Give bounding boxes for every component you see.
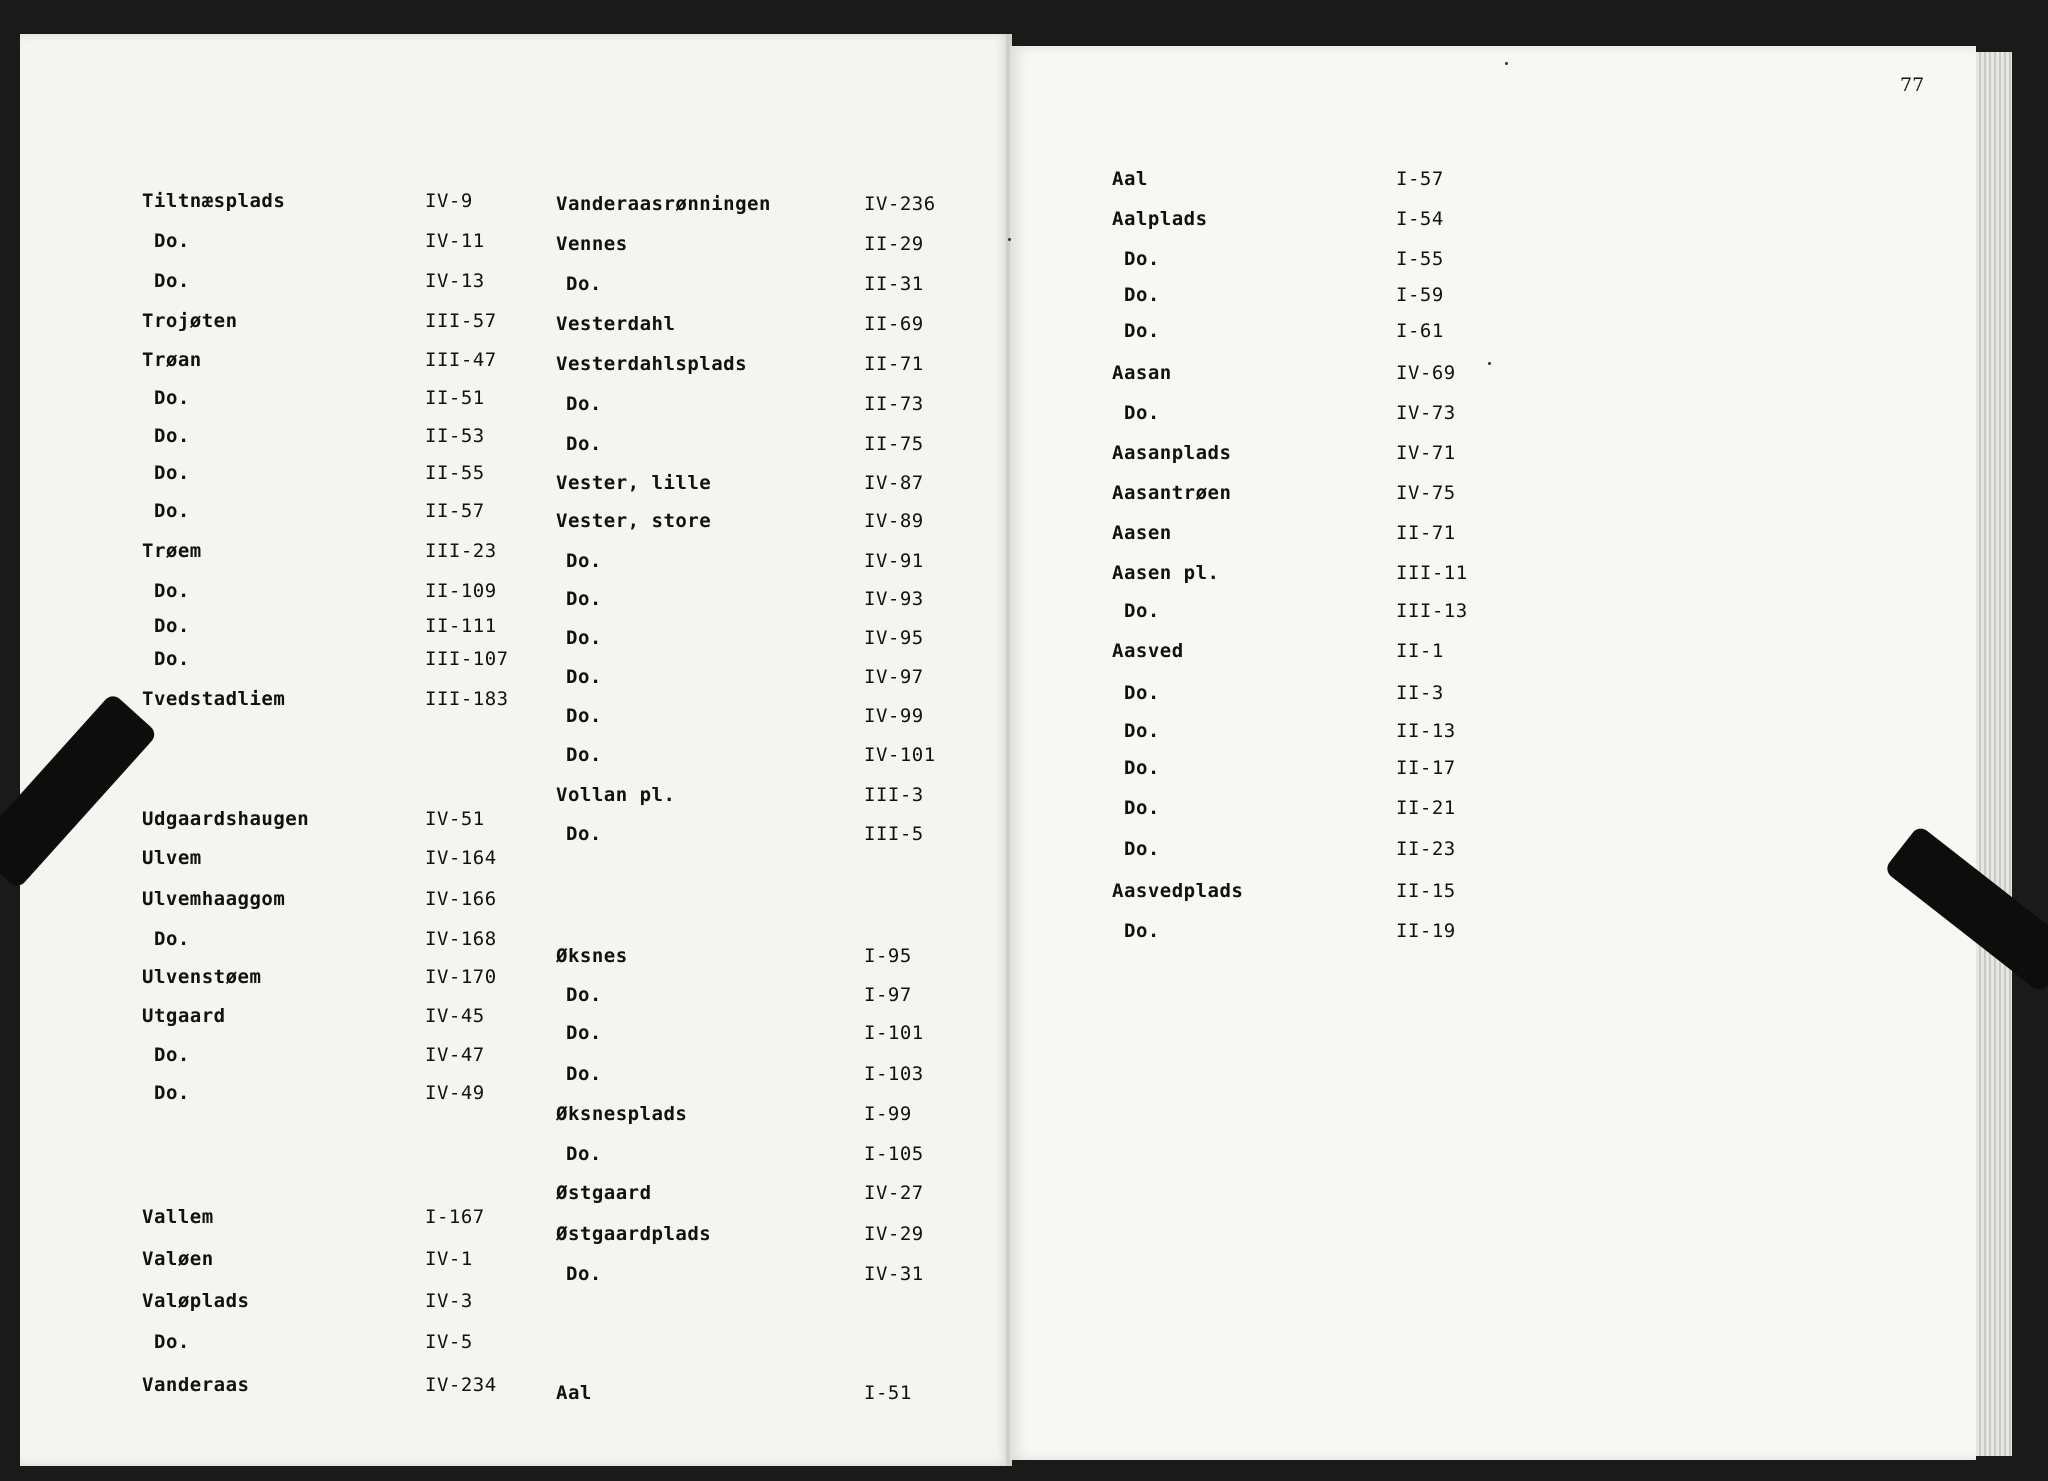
place-name: Østgaardplads bbox=[556, 1223, 712, 1245]
paper-speck bbox=[1488, 362, 1491, 365]
volume-page-reference: II-29 bbox=[864, 233, 924, 255]
volume-page-reference: IV-170 bbox=[425, 966, 497, 988]
place-name: Vester, lille bbox=[556, 472, 712, 494]
volume-page-reference: IV-99 bbox=[864, 705, 924, 727]
volume-page-reference: IV-1 bbox=[425, 1248, 473, 1270]
place-name: Do. bbox=[566, 433, 602, 455]
place-name: Aasvedplads bbox=[1112, 880, 1244, 902]
volume-page-reference: IV-97 bbox=[864, 666, 924, 688]
volume-page-reference: II-53 bbox=[425, 425, 485, 447]
volume-page-reference: II-71 bbox=[864, 353, 924, 375]
place-name: Do. bbox=[566, 1263, 602, 1285]
place-name: Do. bbox=[566, 823, 602, 845]
place-name: Aasan bbox=[1112, 362, 1172, 384]
volume-page-reference: IV-11 bbox=[425, 230, 485, 252]
place-name: Do. bbox=[154, 1044, 190, 1066]
place-name: Do. bbox=[154, 500, 190, 522]
place-name: Do. bbox=[1124, 402, 1160, 424]
place-name: Do. bbox=[1124, 682, 1160, 704]
place-name: Aasantrøen bbox=[1112, 482, 1232, 504]
place-name: Do. bbox=[154, 1331, 190, 1353]
place-name: Utgaard bbox=[142, 1005, 226, 1027]
place-name: Do. bbox=[566, 393, 602, 415]
place-name: Do. bbox=[1124, 320, 1160, 342]
volume-page-reference: III-183 bbox=[425, 688, 509, 710]
place-name: Do. bbox=[566, 627, 602, 649]
place-name: Do. bbox=[566, 666, 602, 688]
volume-page-reference: I-54 bbox=[1396, 208, 1444, 230]
place-name: Do. bbox=[154, 425, 190, 447]
volume-page-reference: IV-91 bbox=[864, 550, 924, 572]
place-name: Do. bbox=[566, 744, 602, 766]
place-name: Østgaard bbox=[556, 1182, 652, 1204]
volume-page-reference: II-57 bbox=[425, 500, 485, 522]
place-name: Aasved bbox=[1112, 640, 1184, 662]
volume-page-reference: II-17 bbox=[1396, 757, 1456, 779]
place-name: Valøplads bbox=[142, 1290, 250, 1312]
volume-page-reference: IV-168 bbox=[425, 928, 497, 950]
place-name: Valøen bbox=[142, 1248, 214, 1270]
volume-page-reference: IV-75 bbox=[1396, 482, 1456, 504]
place-name: Vester, store bbox=[556, 510, 712, 532]
volume-page-reference: II-19 bbox=[1396, 920, 1456, 942]
paper-speck bbox=[1008, 238, 1011, 241]
volume-page-reference: III-47 bbox=[425, 349, 497, 371]
volume-page-reference: IV-236 bbox=[864, 193, 936, 215]
volume-page-reference: II-1 bbox=[1396, 640, 1444, 662]
place-name: Do. bbox=[566, 1022, 602, 1044]
place-name: Aasen bbox=[1112, 522, 1172, 544]
place-name: Do. bbox=[566, 1143, 602, 1165]
volume-page-reference: II-31 bbox=[864, 273, 924, 295]
volume-page-reference: II-69 bbox=[864, 313, 924, 335]
place-name: Vesterdahlsplads bbox=[556, 353, 748, 375]
volume-page-reference: II-55 bbox=[425, 462, 485, 484]
volume-page-reference: I-99 bbox=[864, 1103, 912, 1125]
place-name: Do. bbox=[1124, 600, 1160, 622]
volume-page-reference: IV-29 bbox=[864, 1223, 924, 1245]
volume-page-reference: II-15 bbox=[1396, 880, 1456, 902]
volume-page-reference: I-105 bbox=[864, 1143, 924, 1165]
place-name: Do. bbox=[154, 270, 190, 292]
volume-page-reference: IV-164 bbox=[425, 847, 497, 869]
place-name: Do. bbox=[154, 230, 190, 252]
place-name: Aal bbox=[1112, 168, 1148, 190]
place-name: Do. bbox=[566, 550, 602, 572]
volume-page-reference: I-57 bbox=[1396, 168, 1444, 190]
place-name: Trøan bbox=[142, 349, 202, 371]
volume-page-reference: IV-51 bbox=[425, 808, 485, 830]
place-name: Do. bbox=[1124, 797, 1160, 819]
volume-page-reference: II-73 bbox=[864, 393, 924, 415]
place-name: Vanderaas bbox=[142, 1374, 250, 1396]
place-name: Tvedstadliem bbox=[142, 688, 286, 710]
place-name: Ulvem bbox=[142, 847, 202, 869]
volume-page-reference: IV-87 bbox=[864, 472, 924, 494]
volume-page-reference: I-167 bbox=[425, 1206, 485, 1228]
volume-page-reference: IV-31 bbox=[864, 1263, 924, 1285]
place-name: Do. bbox=[1124, 284, 1160, 306]
place-name: Trøem bbox=[142, 540, 202, 562]
volume-page-reference: III-5 bbox=[864, 823, 924, 845]
volume-page-reference: I-95 bbox=[864, 945, 912, 967]
volume-page-reference: IV-234 bbox=[425, 1374, 497, 1396]
place-name: Do. bbox=[1124, 248, 1160, 270]
volume-page-reference: I-103 bbox=[864, 1063, 924, 1085]
volume-page-reference: II-21 bbox=[1396, 797, 1456, 819]
page-edges bbox=[1976, 52, 2012, 1456]
volume-page-reference: IV-5 bbox=[425, 1331, 473, 1353]
volume-page-reference: IV-3 bbox=[425, 1290, 473, 1312]
place-name: Aalplads bbox=[1112, 208, 1208, 230]
volume-page-reference: II-111 bbox=[425, 615, 497, 637]
place-name: Do. bbox=[1124, 757, 1160, 779]
volume-page-reference: II-51 bbox=[425, 387, 485, 409]
place-name: Do. bbox=[566, 273, 602, 295]
place-name: Do. bbox=[154, 580, 190, 602]
place-name: Do. bbox=[154, 615, 190, 637]
volume-page-reference: I-55 bbox=[1396, 248, 1444, 270]
place-name: Do. bbox=[154, 648, 190, 670]
volume-page-reference: IV-47 bbox=[425, 1044, 485, 1066]
volume-page-reference: IV-95 bbox=[864, 627, 924, 649]
volume-page-reference: IV-27 bbox=[864, 1182, 924, 1204]
volume-page-reference: IV-13 bbox=[425, 270, 485, 292]
volume-page-reference: II-109 bbox=[425, 580, 497, 602]
place-name: Do. bbox=[154, 462, 190, 484]
volume-page-reference: IV-49 bbox=[425, 1082, 485, 1104]
volume-page-reference: III-3 bbox=[864, 784, 924, 806]
place-name: Øksnesplads bbox=[556, 1103, 688, 1125]
volume-page-reference: III-13 bbox=[1396, 600, 1468, 622]
volume-page-reference: III-107 bbox=[425, 648, 509, 670]
place-name: Do. bbox=[566, 984, 602, 1006]
volume-page-reference: I-59 bbox=[1396, 284, 1444, 306]
paper-speck bbox=[1505, 62, 1508, 65]
place-name: Vallem bbox=[142, 1206, 214, 1228]
volume-page-reference: IV-101 bbox=[864, 744, 936, 766]
place-name: Do. bbox=[154, 1082, 190, 1104]
place-name: Aasanplads bbox=[1112, 442, 1232, 464]
place-name: Ulvemhaaggom bbox=[142, 888, 286, 910]
place-name: Do. bbox=[1124, 920, 1160, 942]
place-name: Do. bbox=[566, 1063, 602, 1085]
place-name: Aal bbox=[556, 1382, 592, 1404]
volume-page-reference: II-13 bbox=[1396, 720, 1456, 742]
place-name: Vesterdahl bbox=[556, 313, 676, 335]
volume-page-reference: I-61 bbox=[1396, 320, 1444, 342]
volume-page-reference: IV-89 bbox=[864, 510, 924, 532]
volume-page-reference: IV-71 bbox=[1396, 442, 1456, 464]
volume-page-reference: II-75 bbox=[864, 433, 924, 455]
page-number: 77 bbox=[1900, 74, 1925, 96]
volume-page-reference: IV-69 bbox=[1396, 362, 1456, 384]
place-name: Do. bbox=[154, 928, 190, 950]
place-name: Vanderaasrønningen bbox=[556, 193, 771, 215]
volume-page-reference: III-23 bbox=[425, 540, 497, 562]
place-name: Do. bbox=[1124, 838, 1160, 860]
volume-page-reference: IV-9 bbox=[425, 190, 473, 212]
volume-page-reference: IV-45 bbox=[425, 1005, 485, 1027]
place-name: Vennes bbox=[556, 233, 628, 255]
place-name: Vollan pl. bbox=[556, 784, 676, 806]
volume-page-reference: I-51 bbox=[864, 1382, 912, 1404]
place-name: Øksnes bbox=[556, 945, 628, 967]
volume-page-reference: III-11 bbox=[1396, 562, 1468, 584]
place-name: Udgaardshaugen bbox=[142, 808, 310, 830]
place-name: Trojøten bbox=[142, 310, 238, 332]
volume-page-reference: II-71 bbox=[1396, 522, 1456, 544]
place-name: Do. bbox=[566, 588, 602, 610]
volume-page-reference: III-57 bbox=[425, 310, 497, 332]
volume-page-reference: I-97 bbox=[864, 984, 912, 1006]
volume-page-reference: I-101 bbox=[864, 1022, 924, 1044]
place-name: Do. bbox=[566, 705, 602, 727]
volume-page-reference: IV-166 bbox=[425, 888, 497, 910]
place-name: Aasen pl. bbox=[1112, 562, 1220, 584]
place-name: Do. bbox=[154, 387, 190, 409]
volume-page-reference: IV-93 bbox=[864, 588, 924, 610]
volume-page-reference: II-23 bbox=[1396, 838, 1456, 860]
place-name: Do. bbox=[1124, 720, 1160, 742]
volume-page-reference: II-3 bbox=[1396, 682, 1444, 704]
place-name: Tiltnæsplads bbox=[142, 190, 286, 212]
place-name: Ulvenstøem bbox=[142, 966, 262, 988]
volume-page-reference: IV-73 bbox=[1396, 402, 1456, 424]
